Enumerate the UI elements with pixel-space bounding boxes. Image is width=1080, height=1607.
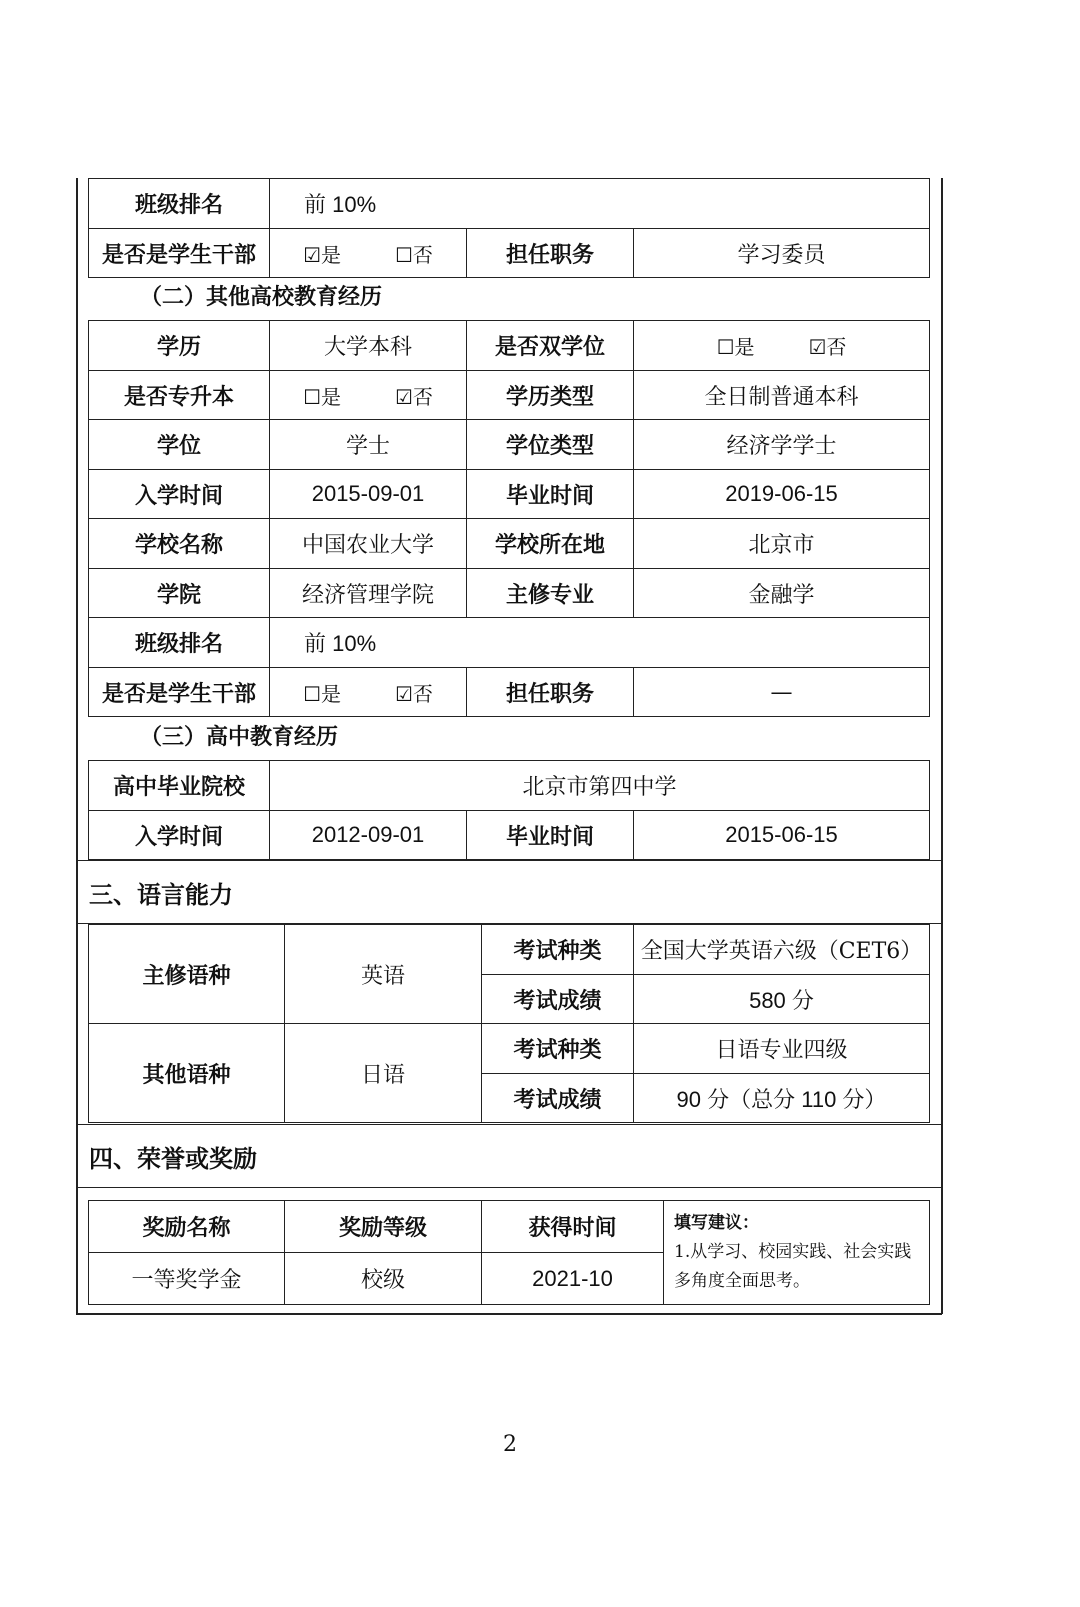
awards-section-title: 四、荣誉或奖励	[89, 1144, 257, 1173]
award-time-value: 2021-10	[482, 1253, 664, 1305]
exam-type-label: 考试种类	[482, 925, 634, 975]
major-label: 主修专业	[467, 569, 634, 618]
hs-grad-label: 毕业时间	[467, 811, 634, 860]
position-value: 学习委员	[634, 229, 930, 278]
upgrade-yes-checkbox[interactable]: ☐是	[303, 384, 341, 409]
award-name-header: 奖励名称	[89, 1201, 285, 1253]
college-value: 经济管理学院	[270, 569, 467, 618]
high-school-title: （三）高中教育经历	[140, 725, 339, 750]
exam-score-label: 考试成绩	[482, 975, 634, 1024]
position-value: —	[634, 668, 930, 717]
cadre-checkboxes	[270, 229, 467, 278]
language-table	[88, 924, 930, 1123]
upgrade-no-checkbox[interactable]: ☑否	[395, 384, 433, 409]
school-location-label: 学校所在地	[467, 519, 634, 569]
language-section-title: 三、语言能力	[89, 880, 233, 909]
double-degree-label: 是否双学位	[467, 321, 634, 371]
upgrade-checkboxes	[270, 371, 467, 420]
other-exam-type-label: 考试种类	[482, 1024, 634, 1074]
cadre-yes-checkbox[interactable]: ☐是	[303, 681, 341, 706]
school-name-value: 中国农业大学	[270, 519, 467, 569]
other-lang-value: 日语	[285, 1024, 482, 1123]
major-lang-value: 英语	[285, 925, 482, 1024]
edu-type-label: 学历类型	[467, 371, 634, 420]
grad-label: 毕业时间	[467, 470, 634, 519]
education-tail-table	[88, 178, 930, 278]
language-section-header	[76, 860, 942, 924]
other-exam-score-value: 90 分（总分 110 分）	[634, 1074, 930, 1123]
position-label: 担任职务	[467, 668, 634, 717]
xuewei-type-value: 经济学学士	[634, 420, 930, 470]
hs-enroll-value: 2012-09-01	[270, 811, 467, 860]
other-exam-type-value: 日语专业四级	[634, 1024, 930, 1074]
other-lang-label: 其他语种	[89, 1024, 285, 1123]
enroll-label: 入学时间	[89, 470, 270, 519]
rank-label: 班级排名	[89, 618, 270, 668]
award-level-value: 校级	[285, 1253, 482, 1305]
exam-type-value: 全国大学英语六级（CET6）	[634, 925, 930, 975]
hs-school-label: 高中毕业院校	[89, 761, 270, 811]
xuewei-label: 学位	[89, 420, 270, 470]
grad-value: 2019-06-15	[634, 470, 930, 519]
double-yes-checkbox[interactable]: ☐是	[716, 335, 755, 359]
hs-enroll-label: 入学时间	[89, 811, 270, 860]
xuewei-value: 学士	[270, 420, 467, 470]
page-number: 2	[503, 1432, 517, 1457]
awards-section-header	[76, 1124, 942, 1188]
fill-tips-title: 填写建议：	[674, 1213, 759, 1233]
upgrade-label: 是否专升本	[89, 371, 270, 420]
hs-grad-value: 2015-06-15	[634, 811, 930, 860]
other-school-table	[88, 320, 930, 717]
other-school-title: （二）其他高校教育经历	[140, 285, 383, 310]
xuewei-type-label: 学位类型	[467, 420, 634, 470]
cadre-checkboxes	[270, 668, 467, 717]
enroll-value: 2015-09-01	[270, 470, 467, 519]
cadre-label: 是否是学生干部	[89, 668, 270, 717]
fill-tips	[664, 1201, 930, 1305]
frame-bottom-line	[76, 1313, 942, 1315]
rank-label: 班级排名	[89, 179, 270, 229]
high-school-table	[88, 760, 930, 860]
exam-score-value: 580 分	[634, 975, 930, 1024]
award-name-value: 一等奖学金	[89, 1253, 285, 1305]
cadre-no-checkbox[interactable]: ☐否	[395, 242, 433, 267]
major-value: 金融学	[634, 569, 930, 618]
major-lang-label: 主修语种	[89, 925, 285, 1024]
other-exam-score-label: 考试成绩	[482, 1074, 634, 1123]
award-level-header: 奖励等级	[285, 1201, 482, 1253]
school-location-value: 北京市	[634, 519, 930, 569]
rank-value: 前 10%	[270, 179, 930, 229]
cadre-no-checkbox[interactable]: ☑否	[395, 681, 433, 706]
double-degree-checkboxes	[634, 321, 930, 371]
hs-school-value: 北京市第四中学	[270, 761, 930, 811]
edu-type-value: 全日制普通本科	[634, 371, 930, 420]
degree-value: 大学本科	[270, 321, 467, 371]
rank-value: 前 10%	[270, 618, 930, 668]
cadre-label: 是否是学生干部	[89, 229, 270, 278]
double-no-checkbox[interactable]: ☑否	[808, 335, 847, 359]
school-name-label: 学校名称	[89, 519, 270, 569]
fill-tips-text: 1.从学习、校园实践、社会实践多角度全面思考。	[674, 1242, 912, 1291]
award-time-header: 获得时间	[482, 1201, 664, 1253]
degree-label: 学历	[89, 321, 270, 371]
awards-table	[88, 1200, 930, 1305]
college-label: 学院	[89, 569, 270, 618]
cadre-yes-checkbox[interactable]: ☑是	[303, 242, 341, 267]
position-label: 担任职务	[467, 229, 634, 278]
